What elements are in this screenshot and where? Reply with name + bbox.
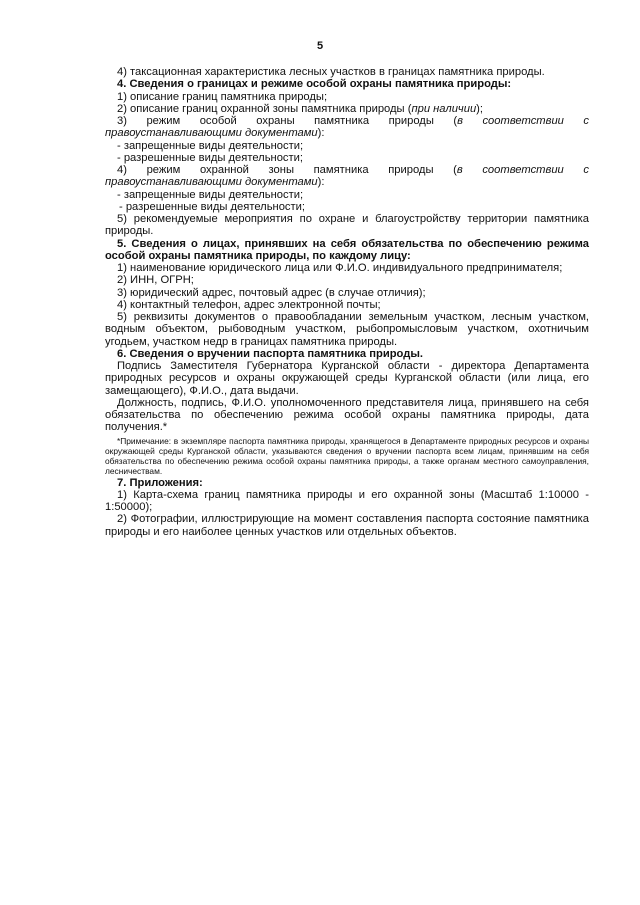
section-heading-4: 4. Сведения о границах и режиме особой охраны памятника природы:: [117, 78, 512, 91]
paragraph-ownership-documents: 5) реквизиты документов о правообладании земельным участком, лесным участком, водным объектом, рыбоводным участком, рыбопромысловым участком, охотничьим угодьем, участком недр в границах памятника природы.: [105, 311, 589, 348]
paragraph-address: 3) юридический адрес, почтовый адрес (в случае отличия);: [117, 286, 426, 299]
paragraph-buffer-regime: [105, 164, 589, 189]
paragraph-representative: Должность, подпись, Ф.И.О. уполномоченного представителя лица, принявшего на себя обязательства по обеспечению режима особой охраны памятника природы, дата получения.*: [105, 396, 589, 434]
paragraph-signature: Подпись Заместителя Губернатора Курганской области - директора Департамента природных ресурсов и охраны окружающей среды Курганской области (или лица, его замещающего), Ф.И.О., дата выдачи.: [105, 360, 589, 397]
text-run: );: [476, 102, 484, 115]
list-item-permitted: - разрешенные виды деятельности;: [117, 151, 304, 164]
text-run: ):: [317, 176, 325, 189]
section-heading-5: 5. Сведения о лицах, принявших на себя обязательства по обеспечению режима особой охраны памятника природы, по каждому лицу:: [105, 237, 589, 262]
paragraph-contacts: 4) контактный телефон, адрес электронной почты;: [117, 298, 381, 311]
italic-run: в соответствии с правоустанавливающими документами: [105, 115, 589, 140]
paragraph-taxation: 4) таксационная характеристика лесных участков в границах памятника природы.: [117, 66, 545, 78]
paragraph-inn-ogrn: 2) ИНН, ОГРН;: [117, 274, 194, 287]
footnote-text: *Примечание: в экземпляре паспорта памятника природы, хранящегося в Департаменте природных ресурсов и охраны окружающей среды Курганской области, указываются сведения о вручении паспорта всем лицам, принявшим на себя обязательства по обеспечению режима особой охраны памятника природы, а также органам местного самоуправления, лесничествам.: [105, 435, 589, 476]
italic-run: в соответствии с правоустанавливающими документами: [105, 164, 589, 189]
text-run: 3) режим особой охраны памятника природы (: [117, 115, 458, 127]
list-item-prohibited: - запрещенные виды деятельности;: [117, 188, 304, 201]
footnote-block: [105, 436, 589, 476]
list-item-prohibited: - запрещенные виды деятельности;: [117, 139, 304, 152]
paragraph-recommended-measures: 5) рекомендуемые мероприятия по охране и благоустройству территории памятника природы.: [105, 213, 589, 238]
page-number: 5: [316, 40, 324, 52]
section-heading-7: 7. Приложения:: [117, 476, 203, 489]
paragraph-photographs: 2) Фотографии, иллюстрирующие на момент составления паспорта состояние памятника природы и его наиболее ценных участков или отдельных объектов.: [105, 513, 589, 538]
paragraph-buffer-boundaries: [105, 103, 589, 115]
text-run: 4) режим охранной зоны памятника природы (: [117, 164, 457, 176]
list-item-permitted: - разрешенные виды деятельности;: [119, 200, 306, 213]
paragraph-entity-name: 1) наименование юридического лица или Ф.И.О. индивидуального предпринимателя;: [117, 262, 563, 274]
paragraph-protection-regime: [105, 115, 589, 140]
section-heading-6: 6. Сведения о вручении паспорта памятника природы.: [117, 347, 423, 360]
text-run: 2) описание границ охранной зоны памятника природы (: [117, 102, 412, 115]
italic-run: при наличии: [411, 102, 477, 115]
paragraph-boundaries: 1) описание границ памятника природы;: [117, 90, 328, 103]
paragraph-map-scheme: 1) Карта-схема границ памятника природы и его охранной зоны (Масштаб 1:10000 - 1:50000);: [105, 488, 589, 513]
document-body: [105, 66, 589, 538]
text-run: ):: [317, 127, 325, 140]
